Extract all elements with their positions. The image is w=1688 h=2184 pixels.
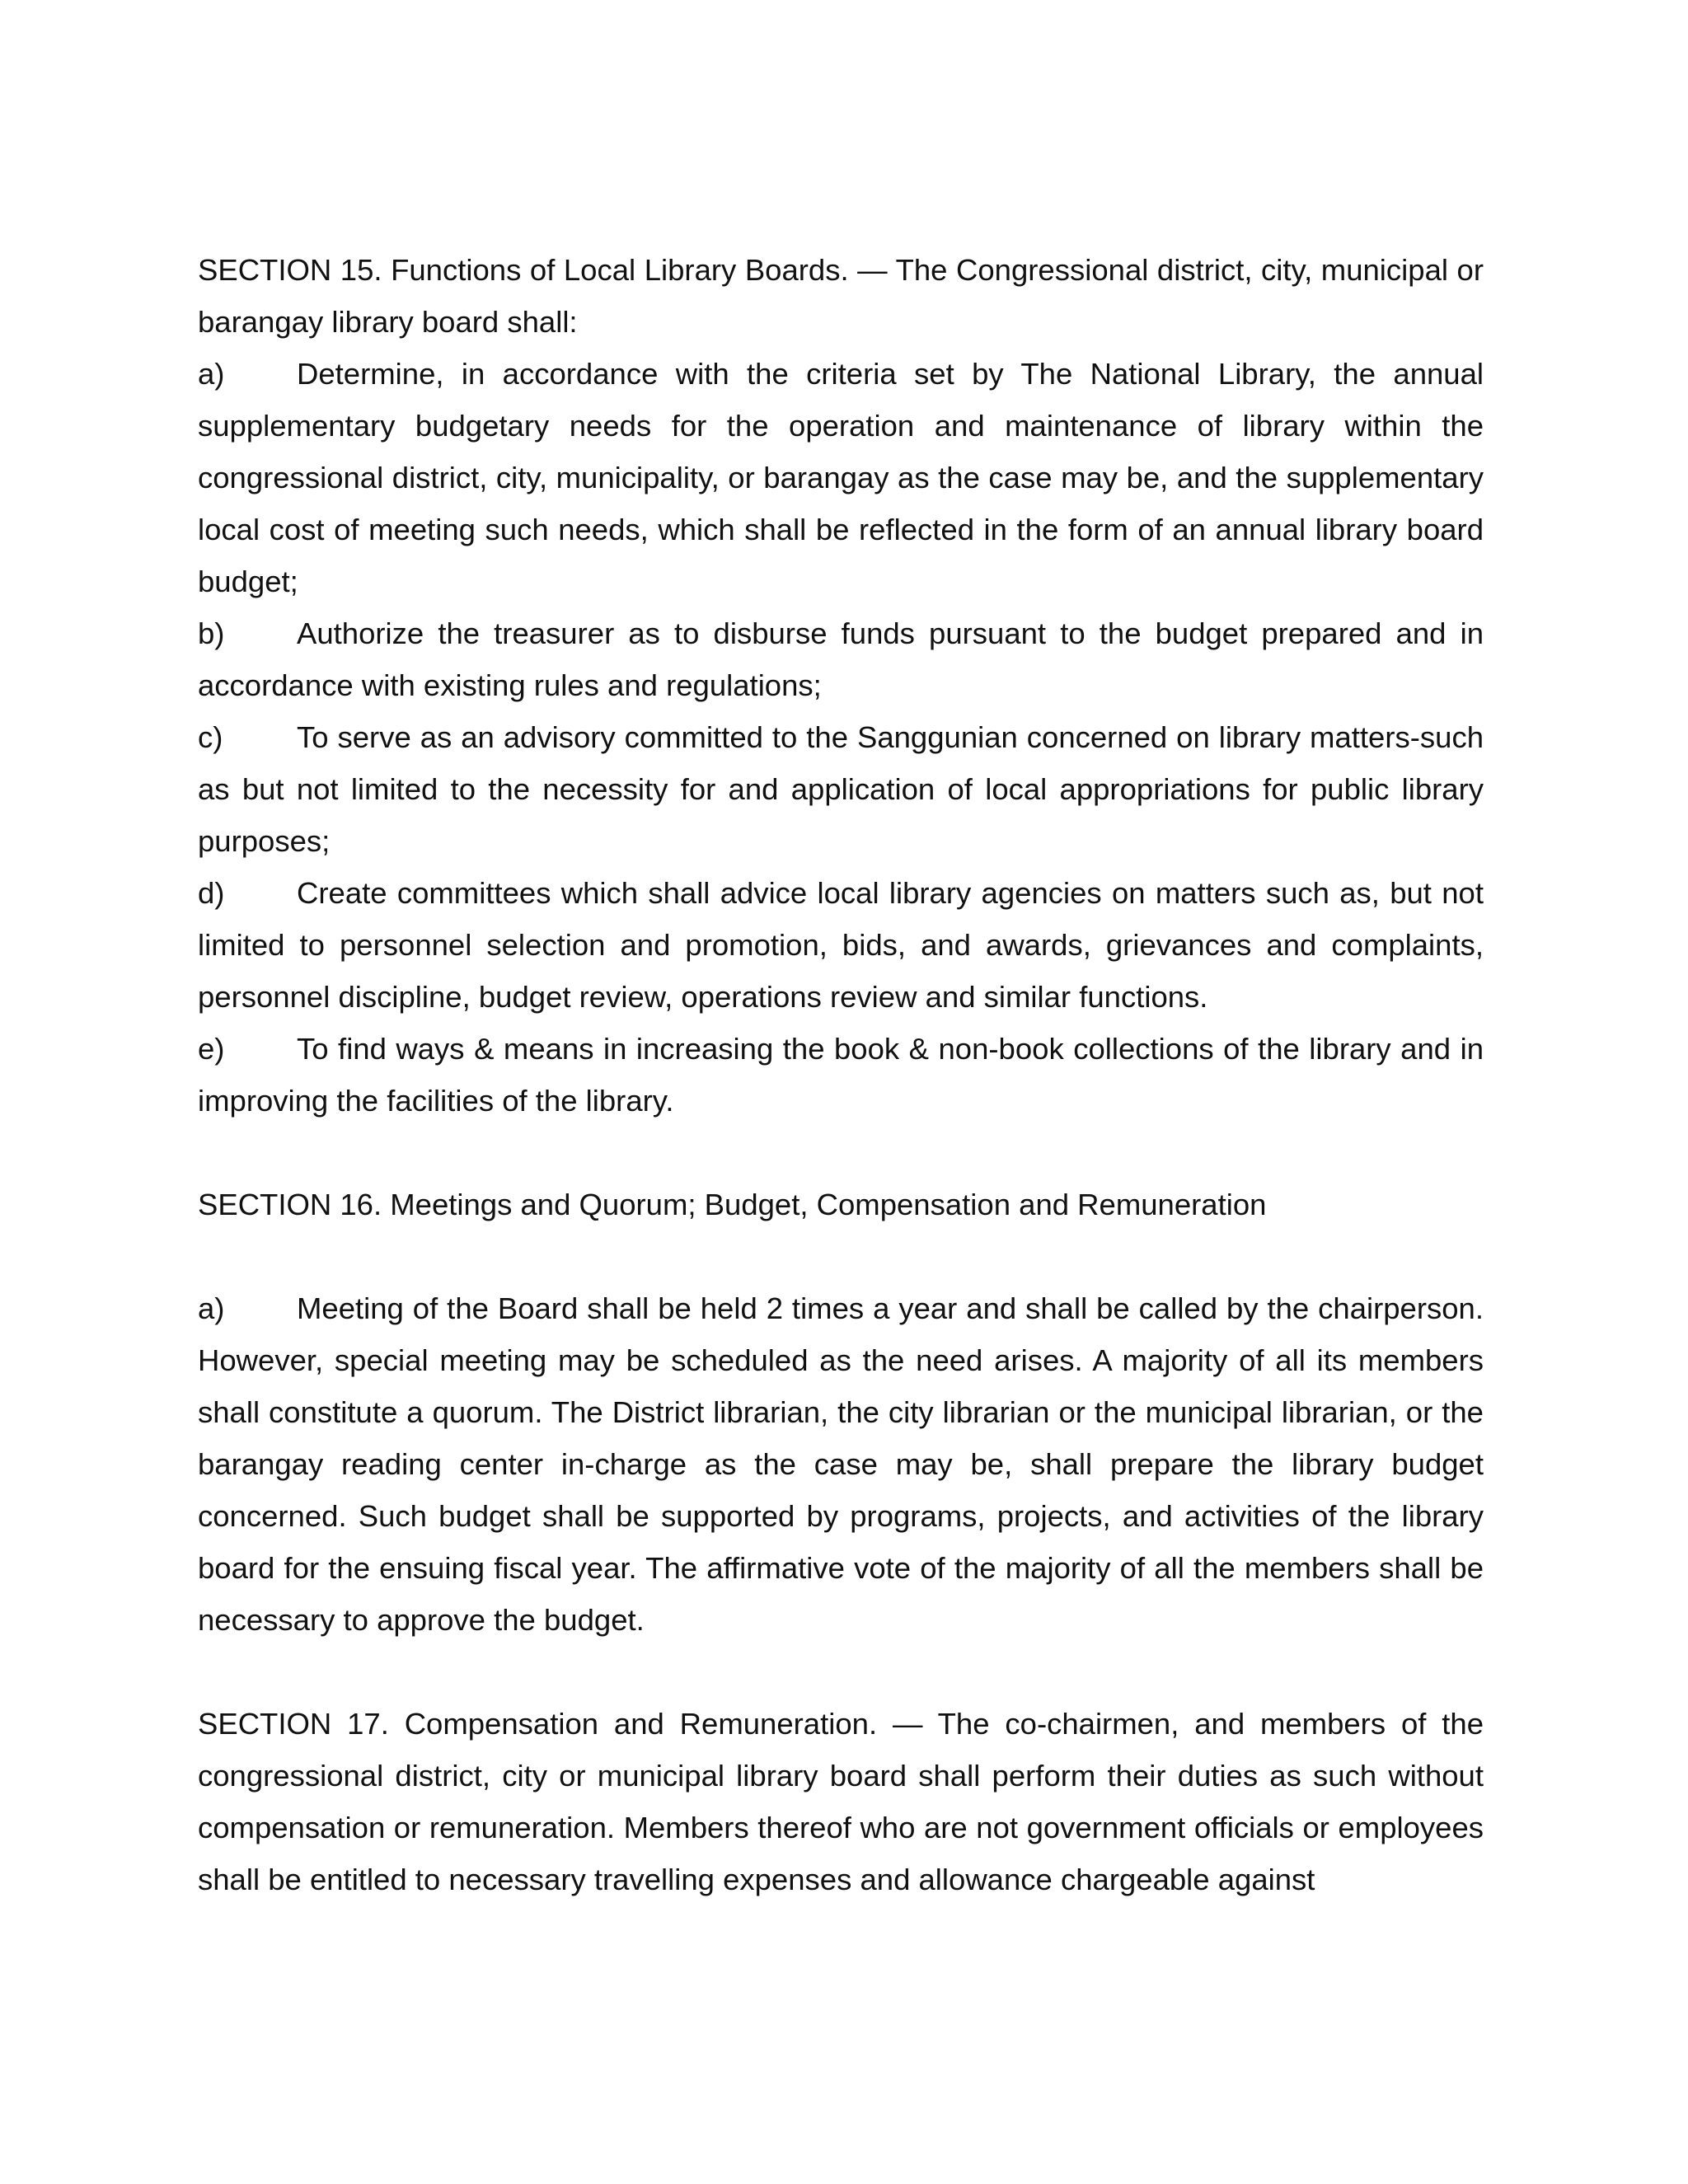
paragraph-spacer: [198, 1230, 1484, 1282]
section-15-item-b: [198, 607, 1484, 711]
item-text: Meeting of the Board shall be held 2 times a year and shall be called by the chairperson. However, special meeting may be scheduled as the need arises. A majority of all its members shall constitute a quorum. The District librarian, the city librarian or the municipal librarian, or the barangay reading center in-charge as the case may be, shall prepare the library budget concerned. Such budget shall be supported by programs, projects, and activities of the library board for the ensuing fiscal year. The affirmative vote of the majority of all the members shall be necessary to approve the budget.: [198, 1291, 1484, 1637]
section-17-paragraph: SECTION 17. Compensation and Remuneration. — The co-chairmen, and members of the congressional district, city or municipal library board shall perform their duties as such without compensation or remuneration. Members thereof who are not government officials or employees shall be entitled to necessary travelling expenses and allowance chargeable against: [198, 1707, 1484, 1896]
section-16-heading: SECTION 16. Meetings and Quorum; Budget, Compensation and Remuneration: [198, 1188, 1267, 1221]
paragraph-spacer: [198, 1127, 1484, 1179]
section-16-item-a: [198, 1282, 1484, 1646]
item-marker: e): [198, 1032, 225, 1066]
item-text: Determine, in accordance with the criteria set by The National Library, the annual supplementary budgetary needs for the operation and maintenance of library within the congressional district, city, municipality, or barangay as the case may be, and the supplementary local cost of meeting such needs, which shall be reflected in the form of an annual library board budget;: [198, 357, 1484, 598]
item-marker: b): [198, 616, 225, 650]
section-15-item-e: [198, 1023, 1484, 1127]
item-text: To serve as an advisory committed to the Sanggunian concerned on library matters-such as but not limited to the necessity for and application of local appropriations for public library purposes;: [198, 720, 1484, 858]
item-marker: a): [198, 1291, 225, 1325]
item-text: Authorize the treasurer as to disburse funds pursuant to the budget prepared and in accordance with existing rules and regulations;: [198, 616, 1484, 702]
item-text: Create committees which shall advice local library agencies on matters such as, but not limited to personnel selection and promotion, bids, and awards, grievances and complaints, personnel discipline, budget review, operations review and similar functions.: [198, 876, 1484, 1014]
item-marker: a): [198, 357, 225, 391]
item-marker: d): [198, 876, 225, 910]
section-15-item-c: [198, 711, 1484, 867]
item-marker: c): [198, 720, 223, 754]
document-page: [198, 244, 1484, 1905]
section-15-item-a: [198, 348, 1484, 607]
paragraph-spacer: [198, 1646, 1484, 1698]
item-text: To find ways & means in increasing the book & non-book collections of the library and in improving the facilities of the library.: [198, 1032, 1484, 1118]
section-15-heading: SECTION 15. Functions of Local Library Boards. — The Congressional district, city, municipal or barangay library board shall:: [198, 253, 1484, 339]
section-15-item-d: [198, 867, 1484, 1023]
